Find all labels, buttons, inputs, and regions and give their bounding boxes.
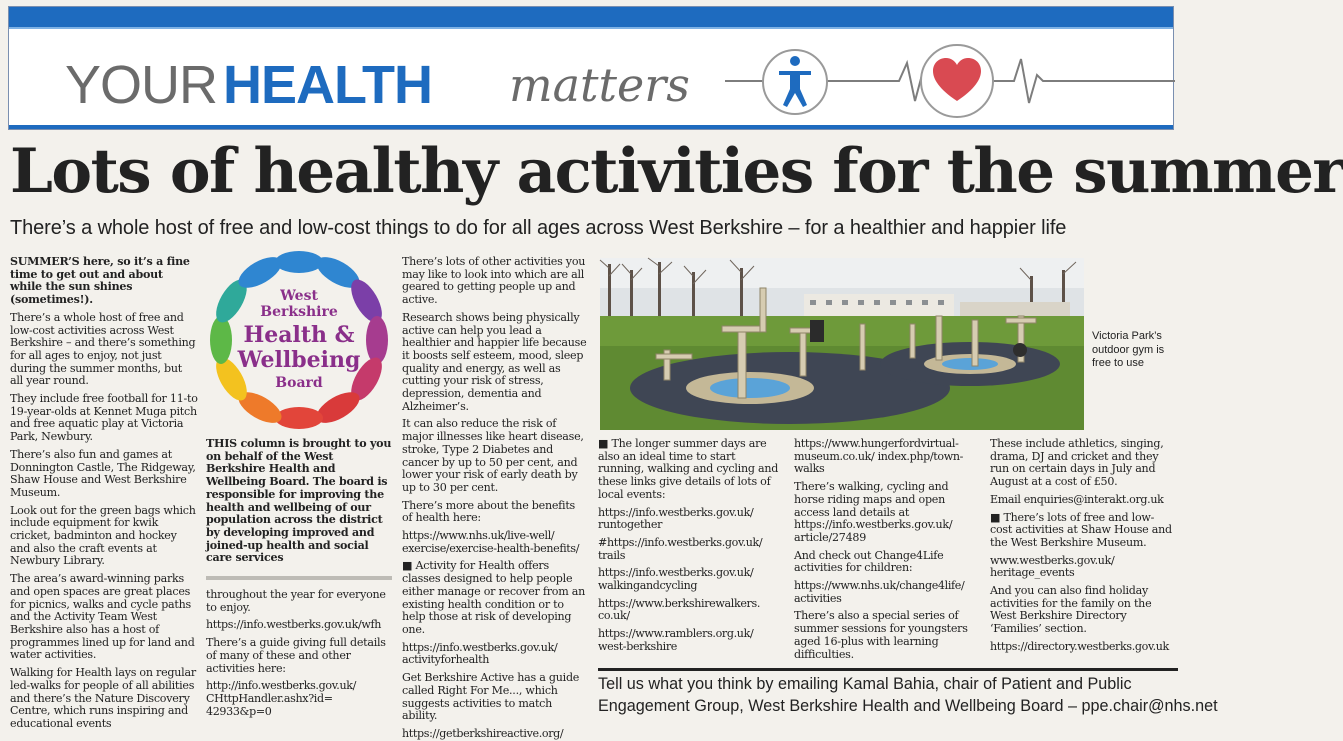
logo-line-wellbeing: Wellbeing — [237, 347, 361, 373]
feedback-line-2: Engagement Group, West Berkshire Health and Wellbeing Board – ppe.chair@nhs.net — [598, 697, 1218, 715]
paragraph: There’s also fun and games at Donnington Castle, The Ridgeway, Shaw House and West Berkshire Museum. — [10, 447, 196, 499]
paragraph: There’s a guide giving full details of many of these and other activities here: — [206, 636, 386, 675]
link-text: https://getberkshireactive.org/ — [402, 726, 564, 740]
link-text: https://info.westberks.gov.uk/ walkingandcycling — [598, 566, 754, 593]
email-text: Email enquiries@interakt.org.uk — [990, 492, 1164, 506]
column-1 — [10, 255, 198, 730]
board-note — [206, 438, 392, 574]
link-text: https://info.westberks.gov.uk/wfh — [206, 618, 382, 632]
link-text: https://directory.westberks.gov.uk — [990, 639, 1169, 653]
link-text: https://www.berkshirewalkers. co.uk/ — [598, 596, 761, 623]
standfirst: There’s a whole host of free and low-cost things to do for all ages across West Berkshire – for a healthier and happier life — [10, 217, 1067, 239]
paragraph: throughout the year for everyone to enjoy. — [206, 588, 386, 614]
logo-line-west: West — [280, 288, 318, 304]
photo-caption: Victoria Park’s outdoor gym is free to use — [1092, 330, 1165, 369]
link-text: https://info.westberks.gov.uk/ activityforhealth — [402, 640, 558, 667]
feedback-line-1: Tell us what you think by emailing Kamal Bahia, chair of Patient and Public — [598, 675, 1132, 693]
paragraph: There’s lots of other activities you may like to look into which are all geared to getting people up and active. — [402, 255, 586, 307]
paragraph: There’s a whole host of free and low-cost activities across West Berkshire – and there’s something for all ages to enjoy, not just during the summer months, but all year round. — [10, 310, 196, 388]
logo-line-berkshire: Berkshire — [260, 304, 338, 320]
link-text: https://info.westberks.gov.uk/ runtogether — [598, 505, 754, 532]
logo-line-board: Board — [275, 375, 323, 391]
paragraph: And check out Change4Life activities for children: — [794, 548, 944, 575]
paragraph: ■ The longer summer days are also an ideal time to start running, walking and cycling and these links give details of lots of local events: — [598, 437, 779, 501]
column-4 — [598, 438, 784, 660]
link-text: https://www.nhs.uk/live-well/ exercise/exercise-health-benefits/ — [402, 529, 580, 555]
paragraph: They include free football for 11-to 19-year-olds at Kennet Muga pitch and free aquatic play at Victoria Park, Newbury. — [10, 392, 198, 444]
link-text: https://www.ramblers.org.uk/ west-berkshire — [598, 627, 754, 653]
paragraph: There’s walking, cycling and horse riding maps and open access land details at https://info.westberks.gov.uk/ article/27489 — [794, 480, 953, 544]
paragraph: ■ There’s lots of free and low-cost activities at Shaw House and the West Berkshire Museum. — [990, 510, 1172, 549]
column-5 — [794, 438, 980, 660]
paragraph: Research shows being physically active can help you lead a healthier and happier life because it boosts self esteem, mood, sleep quality and energy, as well as cutting your risk of stress, depression, dementia and Alzheimer’s. — [402, 310, 587, 413]
banner-word-matters: matters — [509, 58, 690, 112]
masthead-banner — [8, 6, 1174, 130]
paragraph: Look out for the green bags which include equipment for kwik cricket, badminton and hockey and also the craft events at Newbury Library. — [10, 503, 196, 568]
outdoor-gym-photo — [600, 258, 1084, 430]
paragraph: The area’s award-winning parks and open spaces are great places for picnics, walks and cycle paths and the Activity Team West Berkshire also has a host of programmes lined up for land and water activities. — [10, 572, 195, 662]
link-text: https://www.hungerfordvirtual- museum.co.uk/ index.php/town-walks — [794, 437, 964, 476]
paragraph: And you can also find holiday activities for the family on the West Berkshire Directory ‘Families’ section. — [990, 584, 1152, 636]
person-icon — [763, 50, 827, 114]
paragraph: ■ Activity for Health offers classes designed to help people either manage or recover from an existing health condition or to help those at risk of developing one. — [402, 559, 586, 636]
banner-top-bar — [9, 7, 1173, 27]
link-text: #https://info.westberks.gov.uk/ trails — [598, 535, 763, 562]
lead-paragraph: SUMMER’S here, so it’s a fine time to get out and about while the sun shines (sometimes!). — [10, 255, 190, 307]
banner-stripe — [9, 27, 1173, 29]
paragraph: It can also reduce the risk of major illnesses like heart disease, stroke, Type 2 Diabetes and cancer by up to 50 per cent, and lower your risk of early death by up to 30 per cent. — [402, 417, 584, 494]
paragraph: Walking for Health lays on regular led-walks for people of all abilities and there’s the Nature Discovery Centre, which runs inspiring and educational events — [10, 666, 196, 730]
headline: Lots of healthy activities for the summer — [10, 136, 1343, 207]
heart-icon — [921, 45, 993, 117]
banner-artwork — [9, 31, 1175, 127]
paragraph: These include athletics, singing, drama, DJ and cricket and they run on certain days in July and August at a cost of £50. — [990, 437, 1164, 489]
banner-word-health: HEALTH — [223, 55, 432, 115]
paragraph: There’s also a special series of summer sessions for youngsters aged 16-plus with learning difficulties. — [794, 609, 968, 661]
board-note-text: THIS column is brought to you on behalf of the West Berkshire Health and Wellbeing Board. The board is responsible for improving the health and wellbeing of our population across the district by developing improved and joined-up health and social care services — [206, 437, 392, 565]
wellbeing-board-logo — [206, 246, 392, 436]
link-text: https://www.nhs.uk/change4life/ activities — [794, 579, 965, 605]
banner-bottom-rule — [9, 125, 1173, 129]
column-6 — [990, 438, 1176, 660]
banner-word-your: YOUR — [65, 55, 218, 115]
feedback-box — [598, 668, 1218, 722]
logo-line-health: Health & — [243, 322, 355, 348]
column-3 — [402, 255, 588, 740]
paragraph: There’s more about the benefits of health here: — [402, 498, 575, 525]
column-divider — [206, 576, 392, 580]
link-text: www.westberks.gov.uk/ heritage_events — [990, 553, 1115, 580]
column-2-continued — [206, 589, 392, 724]
logo-ring-icon — [206, 246, 392, 436]
link-text: http://info.westberks.gov.uk/ CHttpHandler.ashx?id= 42933&p=0 — [206, 679, 357, 718]
paragraph: Get Berkshire Active has a guide called Right For Me..., which suggests activities to match ability. — [402, 671, 580, 723]
